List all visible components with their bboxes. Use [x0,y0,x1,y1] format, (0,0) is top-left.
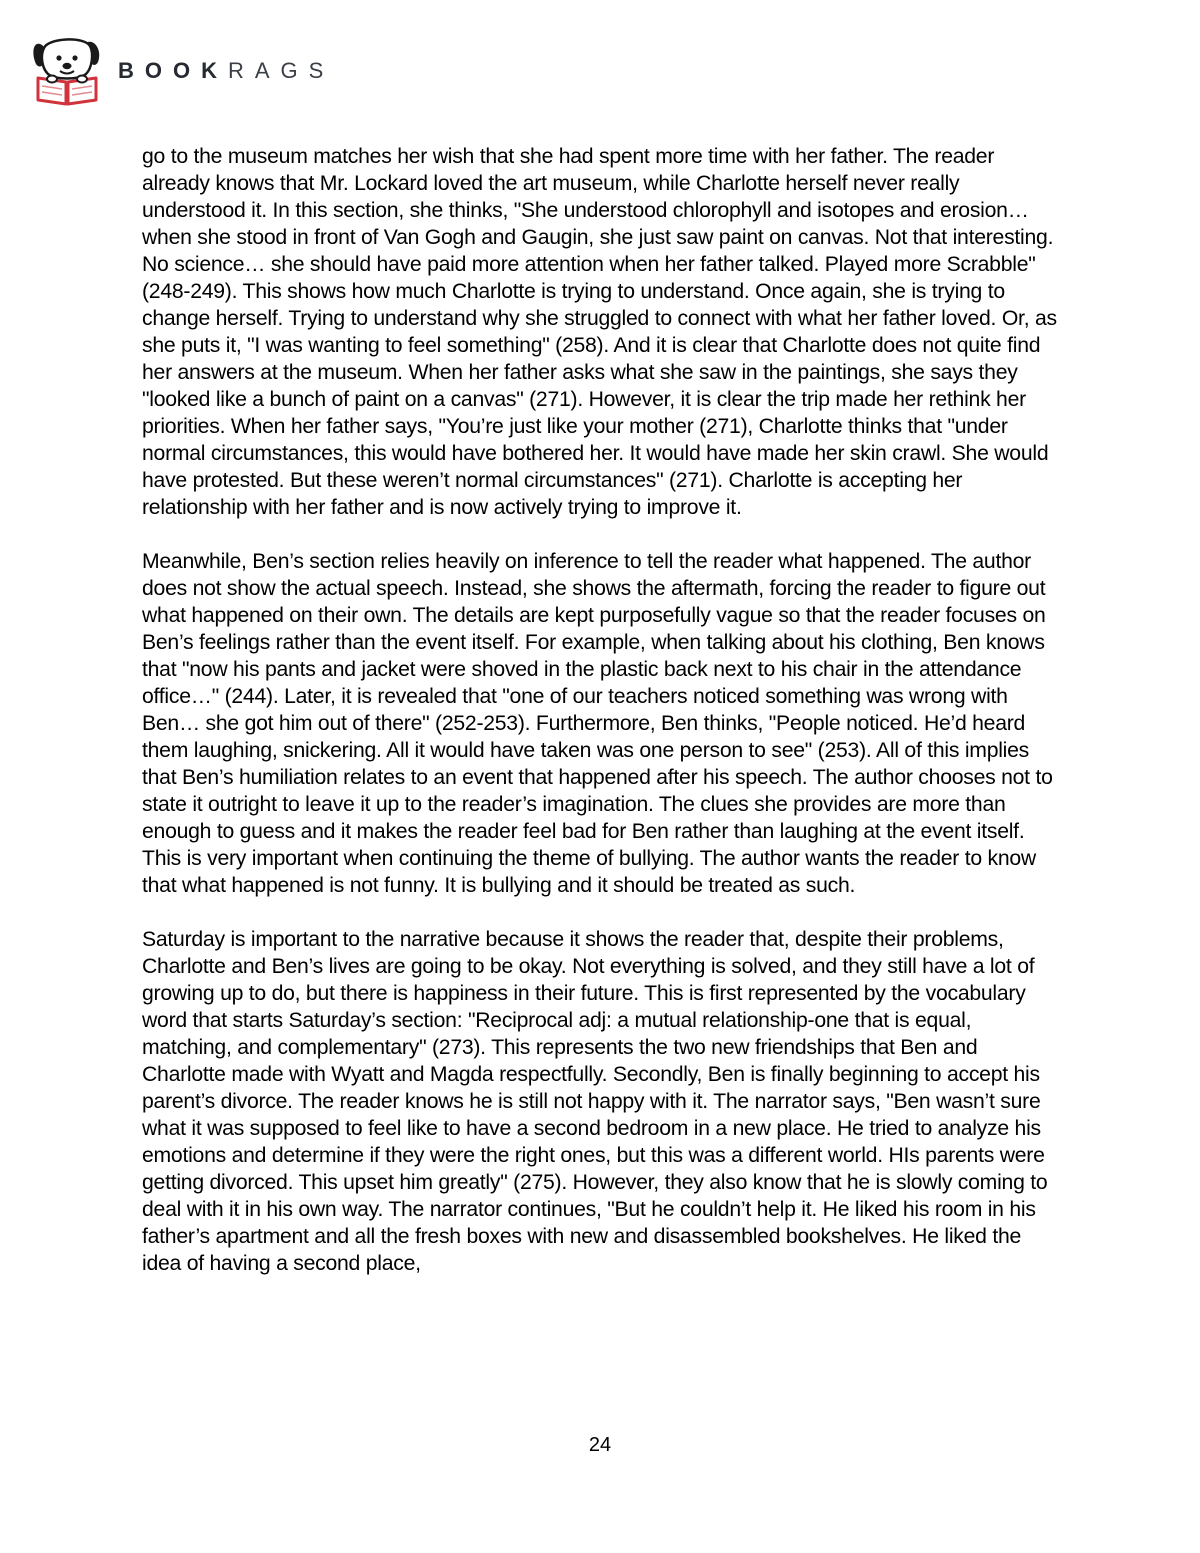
dog-reading-book-icon [30,34,104,108]
brand-wordmark-light: RAGS [228,58,335,83]
paragraph: go to the museum matches her wish that she had spent more time with her father. The reader already knows that Mr. Lockard loved the art museum, while Charlotte herself never really understood it. In this section, she thinks, "She understood chlorophyll and isotopes and erosion… when she stood in front of Van Gogh and Gaugin, she just saw paint on canvas. Not that interesting. No science… she should have paid more attention when her father talked. Played more Scrabble" (248-249). This shows how much Charlotte is trying to understand. Once again, she is trying to change herself. Trying to understand why she struggled to connect with what her father loved. Or, as she puts it, "I was wanting to feel something" (258). And it is clear that Charlotte does not quite find her answers at the museum. When her father asks what she saw in the paintings, she says they "looked like a bunch of paint on a canvas" (271). However, it is clear the trip made her rethink her priorities. When her father says, "You’re just like your mother (271), Charlotte thinks that "under normal circumstances, this would have bothered her. It would have made her skin crawl. She would have protested. But these weren’t normal circumstances" (271). Charlotte is accepting her relationship with her father and is now actively trying to improve it. [142,145,1057,519]
document-body [142,143,1062,1304]
brand-wordmark [118,58,334,84]
brand-wordmark-bold: BOOK [118,58,228,83]
paragraph: Saturday is important to the narrative because it shows the reader that, despite their problems, Charlotte and Ben’s lives are going to be okay. Not everything is solved, and they still have a lot of growing up to do, but there is happiness in their future. This is first represented by the vocabulary word that starts Saturday’s section: "Reciprocal adj: a mutual relationship-one that is equal, matching, and complementary" (273). This represents the two new friendships that Ben and Charlotte made with Wyatt and Magda respectfully. Secondly, Ben is finally beginning to accept his parent’s divorce. The reader knows he is still not happy with it. The narrator says, "Ben wasn’t sure what it was supposed to feel like to have a second bedroom in a new place. He tried to analyze his emotions and determine if they were the right ones, but this was a different world. HIs parents were getting divorced. This upset him greatly" (275). However, they also know that he is slowly coming to deal with it in his own way. The narrator continues, "But he couldn’t help it. He liked his room in his father’s apartment and all the fresh boxes with new and disassembled bookshelves. He liked the idea of having a second place, [142,928,1048,1275]
brand-logo [30,34,334,108]
paragraph: Meanwhile, Ben’s section relies heavily on inference to tell the reader what happened. The author does not show the actual speech. Instead, she shows the aftermath, forcing the reader to figure out what happened on their own. The details are kept purposefully vague so that the reader focuses on Ben’s feelings rather than the event itself. For example, when talking about his clothing, Ben knows that "now his pants and jacket were shoved in the plastic back next to his chair in the attendance office…" (244). Later, it is revealed that "one of our teachers noticed something was wrong with Ben… she got him out of there" (252-253). Furthermore, Ben thinks, "People noticed. He’d heard them laughing, snickering. All it would have taken was one person to see" (253). All of this implies that Ben’s humiliation relates to an event that happened after his speech. The author chooses not to state it outright to leave it up to the reader’s imagination. The clues she provides are more than enough to guess and it makes the reader feel bad for Ben rather than laughing at the event itself. This is very important when continuing the theme of bullying. The author wants the reader to know that what happened is not funny. It is bullying and it should be treated as such. [142,550,1053,897]
page-number: 24 [588,1434,612,1456]
